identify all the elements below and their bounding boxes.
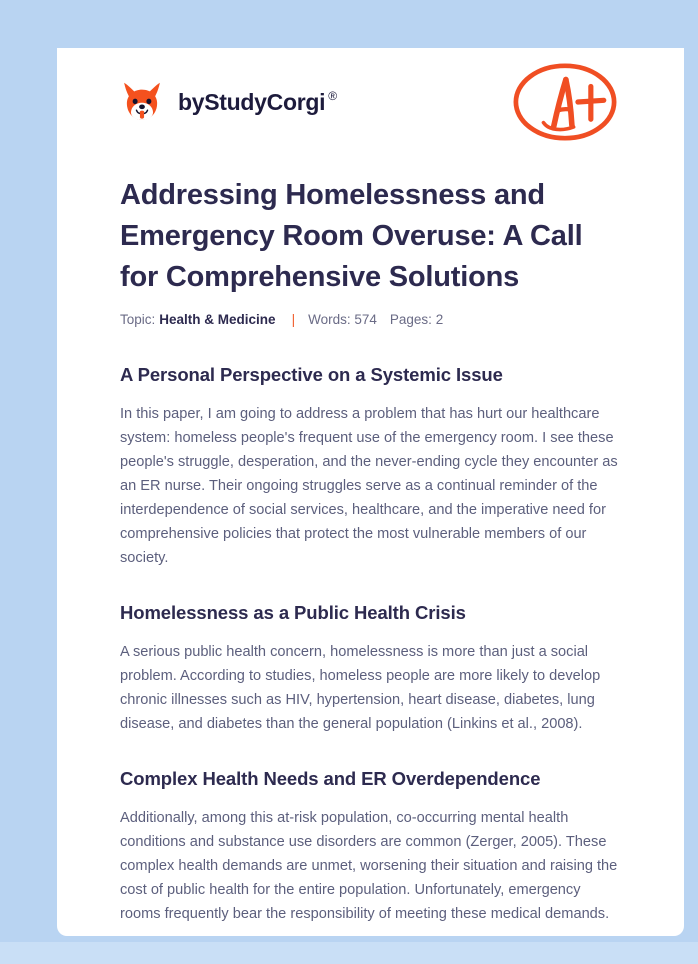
- words-value: 574: [354, 312, 377, 327]
- section-paragraph: Additionally, among this at-risk population, co-occurring mental health conditions and substance use disorders are common (Zerger, 2005). These complex health demands are unmet, worsening their situation and raising the cost of public health for the entire population. Unfortunately, emergency rooms frequently bear the responsibility of meeting these medical demands.: [120, 810, 618, 922]
- document-section: [120, 766, 621, 926]
- words-label: Words:: [308, 312, 351, 327]
- page-title: Addressing Homelessness and Emergency Room Overuse: A Call for Comprehensive Solutions: [120, 179, 583, 293]
- document-section: [120, 362, 621, 570]
- brand-logo-group[interactable]: [120, 80, 337, 124]
- meta-divider: |: [291, 312, 296, 327]
- document-section: [120, 600, 621, 736]
- a-plus-grade-badge-icon: [509, 57, 621, 147]
- section-heading: A Personal Perspective on a Systemic Issue: [120, 364, 503, 385]
- section-paragraph: A serious public health concern, homelessness is more than just a social problem. According to studies, homeless people are more likely to develop chronic illnesses such as HIV, hypertension, heart disease, diabetes, lung disease, and diabetes than the general population (Linkins et al., 2008).: [120, 644, 601, 732]
- brand-wordmark: [178, 89, 337, 116]
- section-heading: Homelessness as a Public Health Crisis: [120, 602, 466, 623]
- document-content: [57, 48, 684, 926]
- brand-prefix: by: [178, 88, 205, 115]
- page-bottom-band: [0, 942, 698, 964]
- section-paragraph: In this paper, I am going to address a problem that has hurt our healthcare system: homeless people's frequent use of the emergency room. I see these people's struggle, desperation, and the never-ending cycle they encounter as an ER nurse. Their ongoing struggles serve as a continual reminder of the interdependence of social services, healthcare, and the imperative need for comprehensive policies that protect the most vulnerable members of our society.: [120, 406, 618, 566]
- topic-label: Topic:: [120, 312, 156, 327]
- corgi-face-icon: [120, 80, 164, 124]
- document-meta: [120, 311, 621, 329]
- topic-value[interactable]: Health & Medicine: [159, 312, 276, 327]
- brand-header: [120, 48, 621, 151]
- pages-label: Pages:: [389, 312, 432, 327]
- registered-trademark-icon: ®: [328, 88, 337, 103]
- brand-name: StudyCorgi: [204, 88, 326, 115]
- document-sheet: [57, 48, 684, 936]
- pages-value: 2: [435, 312, 444, 327]
- section-heading: Complex Health Needs and ER Overdependence: [120, 768, 541, 789]
